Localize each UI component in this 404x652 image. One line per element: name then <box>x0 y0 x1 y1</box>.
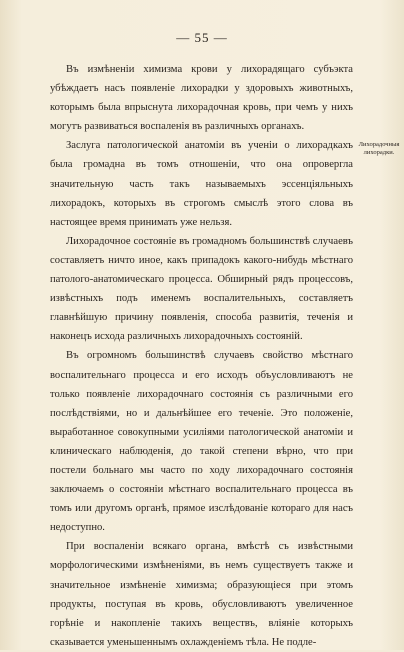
margin-note: Лихорадочныя лихорадки. <box>358 141 400 156</box>
body-text <box>50 60 353 652</box>
paragraph-3: Лихорадочное состояніе въ громадномъ большинствѣ случаевъ составляетъ ничто иное, какъ припадокъ какого-нибудь мѣстнаго патолого-анатомическаго процесса. Обширный рядъ процессовъ, извѣстныхъ подъ именемъ воспалительныхъ, составляетъ главнѣйшую причину появленія, способа развитія, теченія и наконецъ исхода различныхъ лихорадочныхъ состояній. <box>50 235 353 343</box>
paragraph-5: При воспаленіи всякаго органа, вмѣстѣ съ извѣстными морфологическими измѣненіями, въ немъ существуетъ также и значительное измѣненіе химизма; образующіеся при этомъ продукты, поступая въ кровь, обусловливаютъ увеличенное горѣніе и накопленіе такихъ веществъ, вліяніе которыхъ сказывается уменьшеннымъ охлажденіемъ тѣла. Не подле- <box>50 541 353 648</box>
paragraph-4: Въ огромномъ большинствѣ случаевъ свойство мѣстнаго воспалительнаго процесса и его исходъ объусловливаютъ не только появленіе лихорадочнаго состоянія съ различными его послѣдствіями, но и дальнѣйшее его теченіе. Это положеніе, выработанное совокупными усиліями патологической анатоміи и клиническаго наблюденія, до такой степени вѣрно, что при постели больнаго мы часто по ходу лихорадочнаго состоянія заключаемъ о состояніи мѣстнаго воспалительнаго процесса въ томъ или другомъ органѣ, прямое изслѣдованіе котораго для насъ недоступно. <box>50 350 353 534</box>
page-number: — 55 — <box>176 30 228 45</box>
paragraph-1: Въ измѣненіи химизма крови у лихорадящаго субъэкта убѣждаетъ насъ появленіе лихорадки у здоровыхъ животныхъ, которымъ была впрыснута лихорадочная кровь, при чемъ у нихъ могутъ развиваться воспаленія въ различныхъ органахъ. <box>50 64 353 133</box>
paragraph-2: Заслуга патологической анатоміи въ ученіи о лихорадкахъ была громадна въ томъ отношеніи, что она опровергла значительную часть такъ называемыхъ эссенціяльныхъ лихорадокъ, которыхъ въ строгомъ смыслѣ этого слова въ настоящее время принимать уже нельзя. <box>50 140 353 228</box>
